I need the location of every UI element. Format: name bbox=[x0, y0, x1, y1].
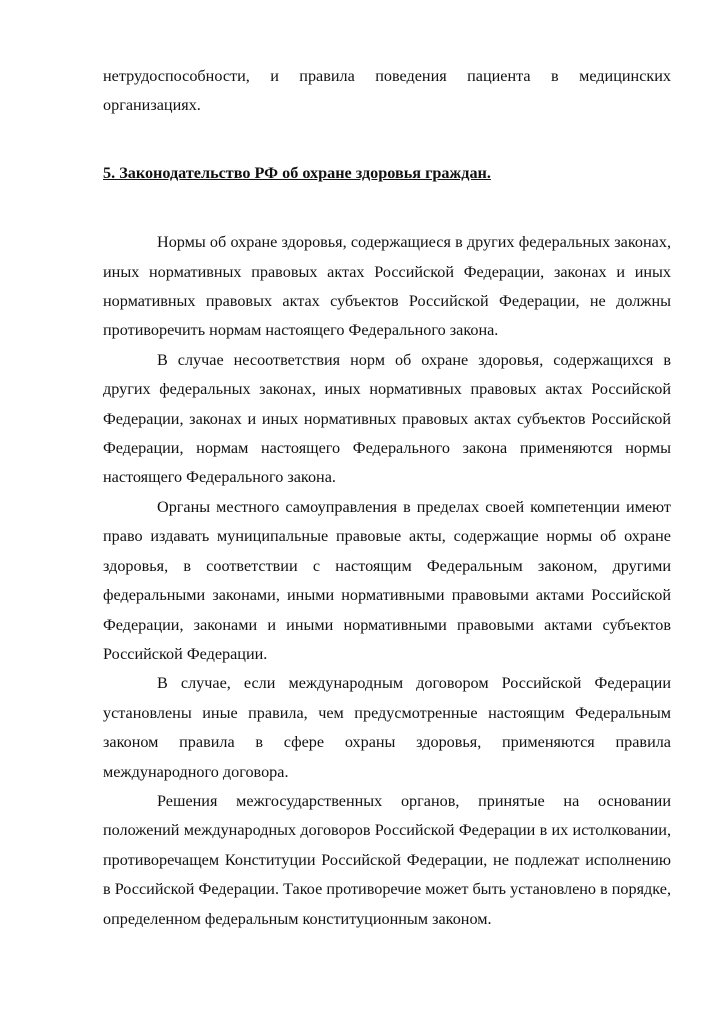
body-paragraph-2: В случае несоответствия норм об охране здоровья, содержащихся в других федеральных законах, иных нормативных правовых актах Российской Федерации, законах и иных нормативных правовых актах субъектов Российской Федерации, нормам настоящего Федерального закона применяются нормы настоящего Федерального закона. bbox=[103, 350, 671, 487]
opening-paragraph: нетрудоспособности, и правила поведения пациента в медицинских организациях. bbox=[103, 67, 671, 115]
body-paragraph-1: Нормы об охране здоровья, содержащиеся в других федеральных законах, иных нормативных правовых актах Российской Федерации, законах и иных нормативных правовых актах субъектов Российской Федерации, не должны противоречить нормам настоящего Федерального закона. bbox=[103, 233, 671, 340]
body-paragraph-4: В случае, если международным договором Российской Федерации установлены иные правила, чем предусмотренные настоящим Федеральным законом правила в сфере охраны здоровья, применяются правила международного договора. bbox=[103, 674, 671, 781]
body-paragraph-3: Органы местного самоуправления в пределах своей компетенции имеют право издавать муниципальные правовые акты, содержащие нормы об охране здоровья, в соответствии с настоящим Федеральным законом, другими федеральными законами, иными нормативными правовыми актами Российской Федерации, законами и иными нормативными правовыми актами субъектов Российской Федерации. bbox=[103, 497, 671, 663]
section-heading: 5. Законодательство РФ об охране здоровья граждан. bbox=[103, 163, 491, 182]
page-content bbox=[103, 62, 671, 934]
body-paragraph-5: Решения межгосударственных органов, принятые на основании положений международных договоров Российской Федерации в их истолковании, противоречащем Конституции Российской Федерации, не подлежат исполнению в Российской Федерации. Такое противоречие может быть установлено в порядке, определенном федеральным конституционным законом. bbox=[103, 791, 671, 928]
